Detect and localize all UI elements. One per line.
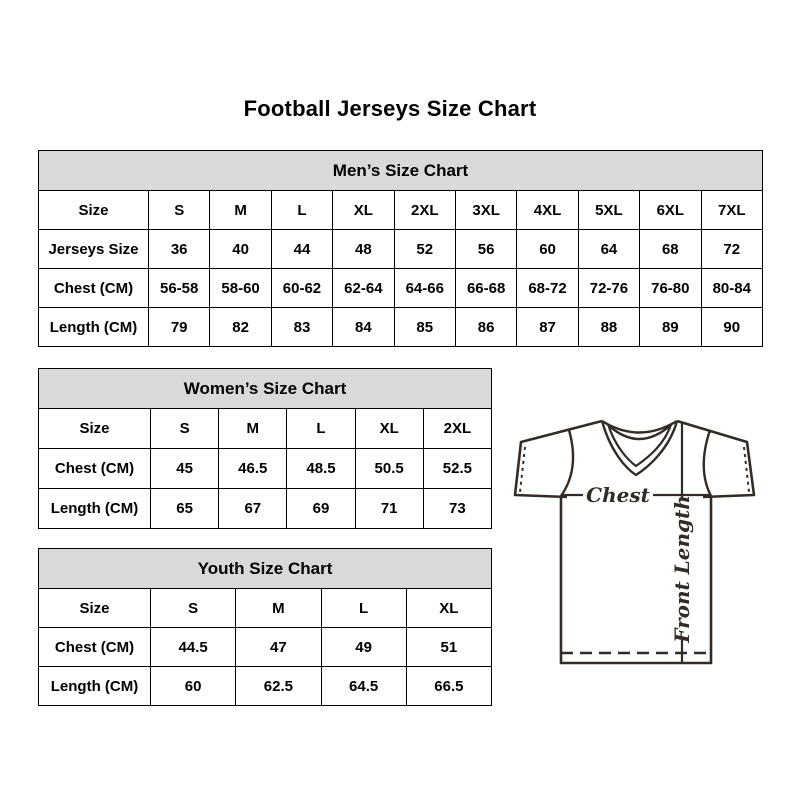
table-title: Youth Size Chart	[39, 549, 492, 589]
size-cell: M	[210, 191, 271, 230]
size-cell: 4XL	[517, 191, 578, 230]
size-cell: 60	[151, 667, 236, 706]
chest-label: Chest	[586, 483, 650, 507]
size-cell: 69	[287, 489, 355, 529]
size-cell: 46.5	[219, 449, 287, 489]
size-cell: 65	[151, 489, 219, 529]
size-cell: 86	[455, 308, 516, 347]
size-cell: L	[287, 409, 355, 449]
size-cell: 6XL	[640, 191, 701, 230]
size-cell: XL	[406, 589, 491, 628]
size-cell: 52	[394, 230, 455, 269]
size-cell: 88	[578, 308, 639, 347]
row-label: Size	[39, 191, 149, 230]
size-cell: 72	[701, 230, 762, 269]
size-cell: 73	[423, 489, 491, 529]
size-cell: 7XL	[701, 191, 762, 230]
size-cell: M	[219, 409, 287, 449]
size-cell: 60	[517, 230, 578, 269]
table-row	[39, 308, 763, 347]
size-cell: 82	[210, 308, 271, 347]
size-cell: 66-68	[455, 269, 516, 308]
youth-size-table	[38, 548, 492, 706]
table-row	[39, 269, 763, 308]
size-cell: M	[236, 589, 321, 628]
page-title: Football Jerseys Size Chart	[243, 96, 537, 121]
size-cell: S	[149, 191, 210, 230]
size-cell: 36	[149, 230, 210, 269]
size-cell: 68	[640, 230, 701, 269]
row-label: Chest (CM)	[39, 628, 151, 667]
table-row	[39, 230, 763, 269]
row-label: Chest (CM)	[39, 449, 151, 489]
size-cell: 5XL	[578, 191, 639, 230]
row-label: Length (CM)	[39, 308, 149, 347]
jersey-right-armhole	[704, 430, 711, 496]
table-row	[39, 489, 492, 529]
size-cell: 49	[321, 628, 406, 667]
size-cell: 2XL	[423, 409, 491, 449]
jersey-right-sleeve	[677, 421, 754, 497]
size-cell: 85	[394, 308, 455, 347]
table-row	[39, 191, 763, 230]
size-cell: 62-64	[333, 269, 394, 308]
size-cell: 2XL	[394, 191, 455, 230]
size-cell: 90	[701, 308, 762, 347]
row-label: Jerseys Size	[39, 230, 149, 269]
size-cell: 87	[517, 308, 578, 347]
mens-size-table	[38, 150, 763, 347]
size-cell: 84	[333, 308, 394, 347]
row-label: Chest (CM)	[39, 269, 149, 308]
size-cell: S	[151, 409, 219, 449]
size-cell: 62.5	[236, 667, 321, 706]
size-cell: XL	[333, 191, 394, 230]
size-cell: 48.5	[287, 449, 355, 489]
table-title: Men’s Size Chart	[39, 151, 763, 191]
size-cell: 52.5	[423, 449, 491, 489]
size-cell: 56-58	[149, 269, 210, 308]
table-row	[39, 589, 492, 628]
size-cell: L	[321, 589, 406, 628]
jersey-left-armhole	[561, 430, 573, 496]
size-cell: S	[151, 589, 236, 628]
womens-size-table	[38, 368, 492, 529]
size-cell: 83	[271, 308, 332, 347]
jersey-measurement-diagram	[503, 406, 765, 672]
size-cell: 64-66	[394, 269, 455, 308]
row-label: Size	[39, 589, 151, 628]
size-cell: 44	[271, 230, 332, 269]
table-row	[39, 409, 492, 449]
row-label: Length (CM)	[39, 667, 151, 706]
row-label: Size	[39, 409, 151, 449]
table-row	[39, 667, 492, 706]
size-cell: 80-84	[701, 269, 762, 308]
size-cell: 45	[151, 449, 219, 489]
size-cell: 44.5	[151, 628, 236, 667]
size-cell: 58-60	[210, 269, 271, 308]
jersey-vneck-inner	[608, 424, 671, 466]
size-cell: 50.5	[355, 449, 423, 489]
size-cell: 76-80	[640, 269, 701, 308]
size-cell: XL	[355, 409, 423, 449]
size-cell: 60-62	[271, 269, 332, 308]
size-cell: 64	[578, 230, 639, 269]
front-length-label: Front Length	[670, 495, 694, 643]
size-cell: 40	[210, 230, 271, 269]
size-cell: 67	[219, 489, 287, 529]
size-cell: 72-76	[578, 269, 639, 308]
size-cell: 47	[236, 628, 321, 667]
table-title: Women’s Size Chart	[39, 369, 492, 409]
table-row	[39, 449, 492, 489]
size-cell: 66.5	[406, 667, 491, 706]
size-cell: 56	[455, 230, 516, 269]
size-cell: 89	[640, 308, 701, 347]
size-cell: 64.5	[321, 667, 406, 706]
size-cell: 79	[149, 308, 210, 347]
size-cell: L	[271, 191, 332, 230]
size-cell: 3XL	[455, 191, 516, 230]
size-cell: 68-72	[517, 269, 578, 308]
size-cell: 71	[355, 489, 423, 529]
table-row	[39, 628, 492, 667]
size-cell: 48	[333, 230, 394, 269]
row-label: Length (CM)	[39, 489, 151, 529]
size-cell: 51	[406, 628, 491, 667]
